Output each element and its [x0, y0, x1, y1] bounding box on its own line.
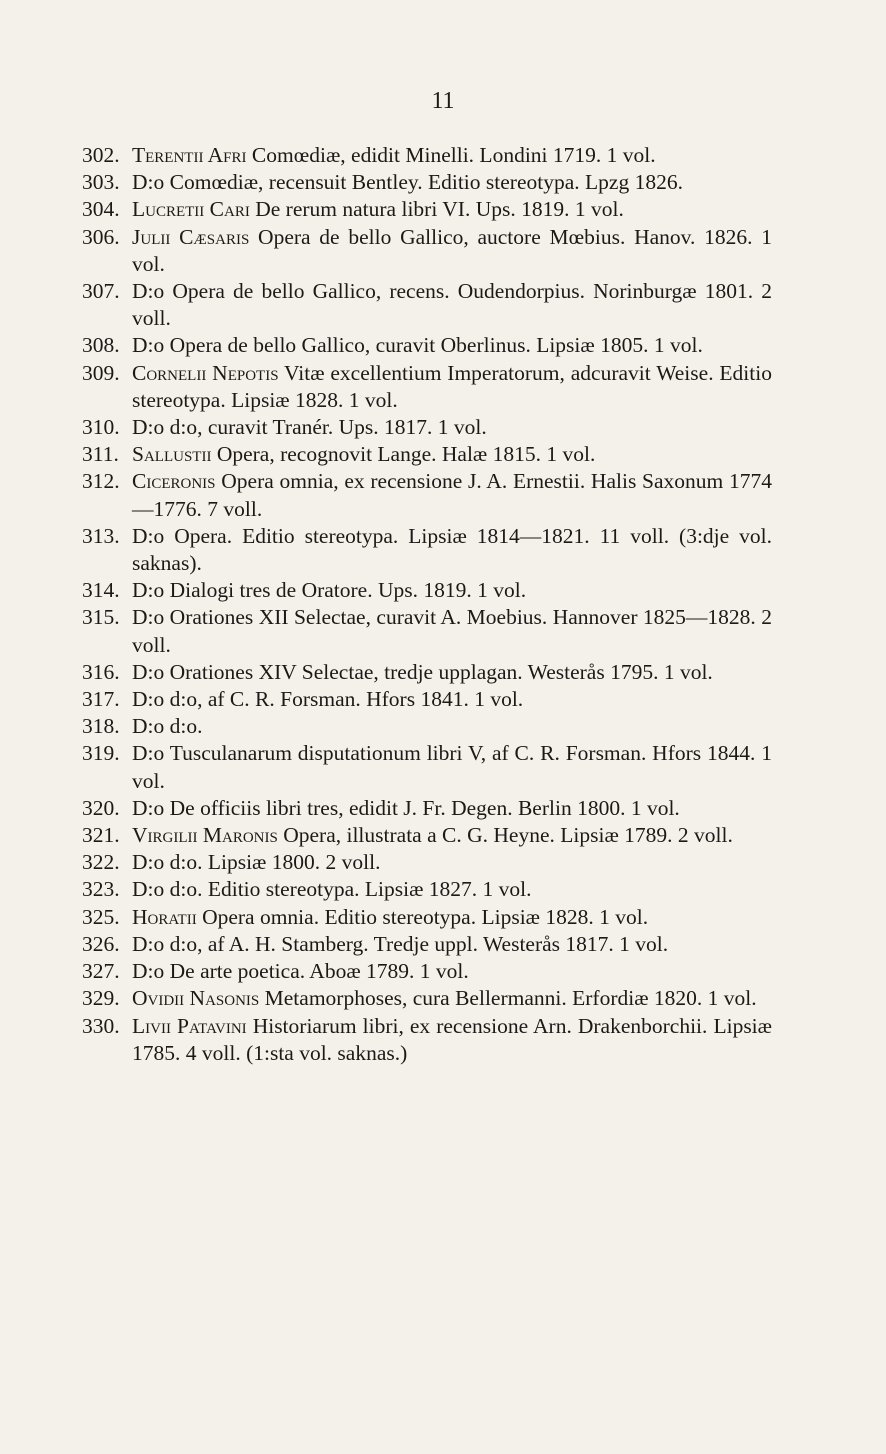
entry-description: D:o Opera de bello Gallico, curavit Oberlinus. Lipsiæ 1805. 1 vol.	[132, 333, 703, 358]
entry-number: 322.	[82, 850, 120, 875]
catalogue-entry	[82, 876, 772, 903]
entry-description: D:o De arte poetica. Aboæ 1789. 1 vol.	[132, 959, 469, 984]
entry-number: 325.	[82, 904, 120, 929]
catalogue-entry	[82, 958, 772, 985]
catalogue-entry	[82, 822, 772, 849]
entry-description: D:o Dialogi tres de Oratore. Ups. 1819. 1 vol.	[132, 578, 527, 603]
entry-text	[132, 414, 772, 441]
entry-text	[132, 659, 772, 686]
entry-description: D:o Comœdiæ, recensuit Bentley. Editio stereotypa. Lpzg 1826.	[132, 170, 683, 195]
entry-author: Lucretii Cari	[132, 197, 250, 222]
entry-text	[132, 523, 772, 577]
entry-number: 316.	[82, 659, 120, 684]
entry-text	[132, 713, 772, 740]
catalogue-entry	[82, 278, 772, 332]
entry-description: Opera, recognovit Lange. Halæ 1815. 1 vol.	[216, 442, 596, 467]
entry-text	[132, 740, 772, 794]
entry-text	[132, 142, 772, 169]
entry-text	[132, 224, 772, 278]
entry-author: Sallustii	[132, 442, 212, 467]
entry-text	[132, 468, 772, 522]
entry-text	[132, 332, 772, 359]
entry-description: Historiarum libri, ex recensione Arn. Drakenborchii. Lipsiæ 1785. 4 voll. (1:sta vol. saknas.)	[132, 1013, 772, 1065]
entry-description: Opera, illustrata a C. G. Heyne. Lipsiæ 1789. 2 voll.	[283, 823, 733, 848]
entry-text	[132, 441, 772, 468]
catalogue-entry	[82, 523, 772, 577]
entry-text	[132, 849, 772, 876]
entry-number: 330.	[82, 1013, 120, 1038]
entry-description: Opera omnia. Editio stereotypa. Lipsiæ 1828. 1 vol.	[202, 904, 649, 929]
catalogue-entry	[82, 577, 772, 604]
entry-number: 303.	[82, 170, 120, 195]
catalogue-list	[82, 142, 772, 1067]
entry-description: D:o Orationes XIV Selectae, tredje upplagan. Westerås 1795. 1 vol.	[132, 659, 713, 684]
entry-text	[132, 795, 772, 822]
entry-text	[132, 931, 772, 958]
entry-description: Comœdiæ, edidit Minelli. Londini 1719. 1 vol.	[251, 143, 656, 167]
entry-description: D:o Opera. Editio stereotypa. Lipsiæ 1814—1821. 11 voll. (3:dje vol. saknas).	[132, 523, 772, 576]
entry-text	[132, 169, 772, 196]
entry-author: Virgilii Maronis	[132, 823, 278, 848]
catalogue-entry	[82, 169, 772, 196]
catalogue-entry	[82, 224, 772, 278]
entry-description: D:o De officiis libri tres, edidit J. Fr. Degen. Berlin 1800. 1 vol.	[132, 795, 680, 820]
entry-description: D:o Orationes XII Selectae, curavit A. Moebius. Hannover 1825—1828. 2 voll.	[132, 605, 772, 657]
entry-number: 312.	[82, 469, 120, 494]
entry-author: Terentii Afri	[132, 143, 247, 167]
entry-text	[132, 604, 772, 658]
entry-description: D:o d:o. Lipsiæ 1800. 2 voll.	[132, 850, 381, 875]
entry-author: Ciceronis	[132, 469, 216, 494]
entry-text	[132, 196, 772, 223]
entry-number: 317.	[82, 687, 120, 712]
entry-number: 320.	[82, 795, 120, 820]
catalogue-entry	[82, 904, 772, 931]
catalogue-entry	[82, 142, 772, 169]
catalogue-entry	[82, 196, 772, 223]
entry-description: D:o d:o, af A. H. Stamberg. Tredje uppl. Westerås 1817. 1 vol.	[132, 931, 669, 956]
entry-description: D:o d:o, af C. R. Forsman. Hfors 1841. 1 vol.	[132, 687, 524, 712]
entry-number: 311.	[82, 442, 119, 467]
entry-description: De rerum natura libri VI. Ups. 1819. 1 vol.	[255, 197, 624, 222]
entry-description: Vitæ excellentium Imperatorum, adcuravit Weise. Editio stereotypa. Lipsiæ 1828. 1 vol.	[132, 360, 772, 412]
entry-number: 318.	[82, 714, 120, 739]
entry-number: 321.	[82, 823, 120, 848]
entry-text	[132, 577, 772, 604]
entry-text	[132, 876, 772, 903]
catalogue-entry	[82, 985, 772, 1012]
entry-text	[132, 822, 772, 849]
entry-description: D:o Tusculanarum disputationum libri V, af C. R. Forsman. Hfors 1844. 1 vol.	[132, 741, 772, 793]
entry-number: 310.	[82, 415, 120, 440]
entry-number: 304.	[82, 197, 120, 222]
entry-text	[132, 278, 772, 332]
entry-description: D:o Opera de bello Gallico, recens. Oudendorpius. Norinburgæ 1801. 2 voll.	[132, 279, 772, 331]
entry-number: 302.	[82, 143, 120, 167]
catalogue-entry	[82, 332, 772, 359]
catalogue-entry	[82, 1013, 772, 1067]
entry-description: Opera omnia, ex recensione J. A. Ernestii. Halis Saxonum 1774—1776. 7 voll.	[132, 469, 772, 521]
entry-description: D:o d:o. Editio stereotypa. Lipsiæ 1827. 1 vol.	[132, 877, 532, 902]
entry-number: 319.	[82, 741, 120, 766]
entry-description: D:o d:o.	[132, 714, 203, 739]
entry-number: 327.	[82, 959, 120, 984]
entry-author: Ovidii Nasonis	[132, 986, 260, 1011]
entry-number: 308.	[82, 333, 120, 358]
entry-number: 307.	[82, 279, 120, 304]
catalogue-entry	[82, 740, 772, 794]
entry-text	[132, 1013, 772, 1067]
catalogue-entry	[82, 686, 772, 713]
entry-text	[132, 904, 772, 931]
entry-author: Horatii	[132, 904, 197, 929]
catalogue-entry	[82, 931, 772, 958]
catalogue-entry	[82, 795, 772, 822]
page-number: 11	[431, 88, 455, 114]
entry-author: Julii Cæsaris	[132, 224, 250, 249]
catalogue-entry	[82, 849, 772, 876]
entry-number: 315.	[82, 605, 120, 630]
entry-number: 329.	[82, 986, 120, 1011]
entry-text	[132, 360, 772, 414]
catalogue-entry	[82, 713, 772, 740]
catalogue-entry	[82, 360, 772, 414]
entry-text	[132, 958, 772, 985]
catalogue-entry	[82, 441, 772, 468]
entry-description: Metamorphoses, cura Bellermanni. Erfordiæ 1820. 1 vol.	[264, 986, 757, 1011]
catalogue-entry	[82, 604, 772, 658]
entry-description: Opera de bello Gallico, auctore Mœbius. Hanov. 1826. 1 vol.	[132, 224, 772, 276]
entry-number: 309.	[82, 360, 120, 385]
entry-number: 323.	[82, 877, 120, 902]
entry-number: 313.	[82, 523, 120, 548]
entry-author: Cornelii Nepotis	[132, 360, 279, 385]
entry-text	[132, 985, 772, 1012]
entry-number: 326.	[82, 931, 120, 956]
catalogue-entry	[82, 414, 772, 441]
entry-author: Livii Patavini	[132, 1013, 247, 1038]
catalogue-entry	[82, 468, 772, 522]
entry-number: 306.	[82, 224, 120, 249]
entry-number: 314.	[82, 578, 120, 603]
catalogue-entry	[82, 659, 772, 686]
entry-text	[132, 686, 772, 713]
entry-description: D:o d:o, curavit Tranér. Ups. 1817. 1 vol.	[132, 415, 487, 440]
